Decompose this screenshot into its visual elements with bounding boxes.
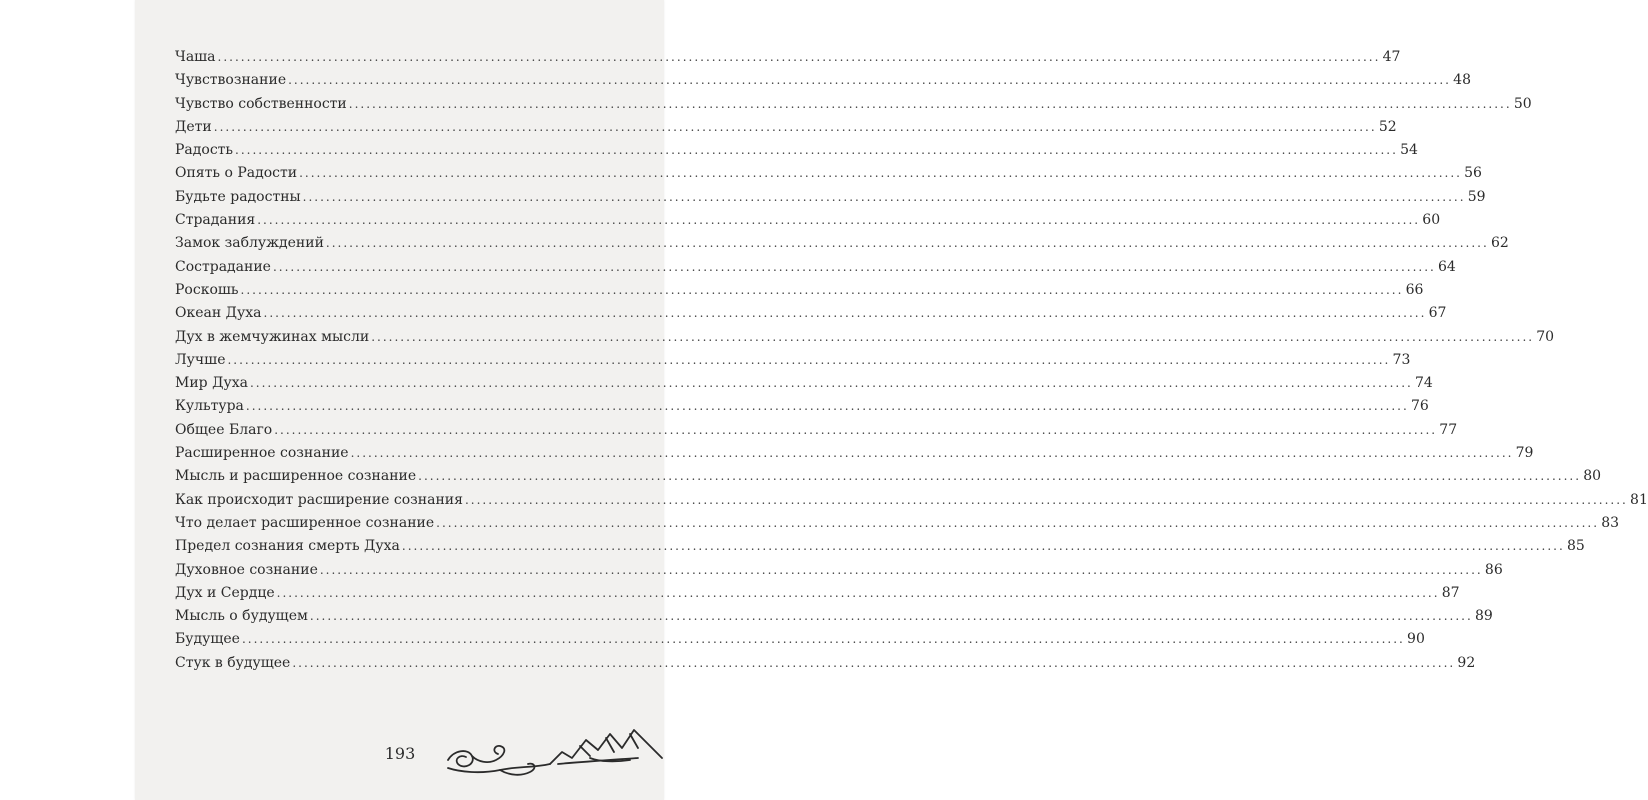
toc-leader-dots: ........................................................................................................................................................................................................ [217, 50, 1381, 64]
toc-leader-dots: ........................................................................................................................................................................................................ [292, 655, 1456, 670]
toc-entry-title: Стук в будущее [175, 654, 291, 671]
toc-leader-dots: ........................................................................................................................................................................................................ [309, 609, 1473, 624]
toc-entry [175, 162, 1482, 185]
toc-leader-dots: ........................................................................................................................................................................................................ [348, 96, 1512, 111]
toc-leader-dots: ........................................................................................................................................................................................................ [213, 119, 1377, 134]
toc-entry-page: 50 [1513, 95, 1532, 112]
toc-entry-title: Радость [175, 142, 234, 159]
toc-entry-page: 48 [1453, 72, 1471, 89]
toc-entry-title: Предел сознания смерть Духа [175, 538, 400, 555]
toc-leader-dots: ........................................................................................................................................................................................................ [257, 213, 1421, 228]
mountain-wave-ornament-icon [440, 712, 665, 784]
toc-leader-dots: ........................................................................................................................................................................................................ [401, 539, 1565, 554]
toc-entry-title: Дух в жемчужинах мысли [175, 328, 370, 345]
toc-entry-page: 77 [1439, 421, 1458, 438]
toc-entry-title: Расширенное сознание [175, 445, 349, 462]
toc-leader-dots: ........................................................................................................................................................................................................ [371, 329, 1535, 344]
toc-entry [175, 582, 1460, 605]
table-of-contents [175, 46, 1648, 675]
toc-entry [175, 69, 1471, 92]
toc-entry [175, 232, 1509, 255]
toc-entry-title: Дух и Сердце [175, 584, 275, 601]
toc-entry-page: 74 [1415, 375, 1433, 392]
toc-entry-page: 56 [1464, 165, 1482, 182]
toc-leader-dots: ........................................................................................................................................................................................................ [245, 399, 1409, 414]
toc-entry [175, 535, 1585, 558]
toc-leader-dots: ........................................................................................................................................................................................................ [227, 352, 1391, 367]
toc-leader-dots: ........................................................................................................................................................................................................ [302, 189, 1466, 204]
toc-entry-title: Замок заблуждений [175, 235, 324, 252]
toc-entry-title: Будущее [175, 631, 240, 648]
toc-leader-dots: ........................................................................................................................................................................................................ [418, 469, 1582, 484]
toc-leader-dots: ........................................................................................................................................................................................................ [235, 143, 1398, 158]
toc-entry-page: 52 [1378, 118, 1397, 135]
toc-entry-page: 79 [1515, 445, 1534, 462]
toc-entry-page: 60 [1422, 212, 1441, 229]
toc-entry-title: Мир Духа [175, 375, 248, 392]
toc-entry [175, 139, 1418, 162]
toc-leader-dots: ........................................................................................................................................................................................................ [464, 492, 1628, 507]
toc-entry-title: Роскошь [175, 281, 239, 298]
toc-entry [175, 395, 1429, 418]
toc-entry-title: Опять о Радости [175, 165, 298, 182]
toc-entry [175, 372, 1433, 395]
toc-entry-page: 62 [1490, 235, 1509, 252]
toc-entry-page: 73 [1392, 351, 1411, 368]
toc-leader-dots: ........................................................................................................................................................................................................ [240, 282, 1404, 297]
toc-entry [175, 628, 1425, 651]
toc-leader-dots: ........................................................................................................................................................................................................ [272, 259, 1436, 274]
toc-leader-dots: ........................................................................................................................................................................................................ [274, 422, 1438, 437]
toc-entry-title: Будьте радостны [175, 188, 301, 205]
toc-leader-dots: ........................................................................................................................................................................................................ [241, 632, 1405, 647]
toc-entry-page: 85 [1566, 538, 1585, 555]
toc-entry-title: Культура [175, 398, 244, 415]
toc-leader-dots: ........................................................................................................................................................................................................ [319, 562, 1483, 577]
toc-leader-dots: ........................................................................................................................................................................................................ [249, 376, 1413, 391]
toc-entry [175, 465, 1602, 488]
toc-entry-title: Страдания [175, 212, 256, 229]
toc-entry-title: Общее Благо [175, 421, 273, 438]
toc-entry [175, 489, 1648, 512]
toc-entry [175, 349, 1411, 372]
toc-entry-page: 67 [1428, 305, 1447, 322]
toc-entry [175, 605, 1493, 628]
toc-entry-page: 59 [1467, 188, 1486, 205]
toc-entry-page: 81 [1630, 491, 1648, 508]
toc-entry-title: Океан Духа [175, 305, 262, 322]
toc-entry-page: 47 [1382, 49, 1401, 65]
toc-entry-title: Чувство собственности [175, 95, 347, 112]
toc-entry [175, 279, 1424, 302]
toc-leader-dots: ........................................................................................................................................................................................................ [276, 585, 1440, 600]
toc-entry [175, 419, 1458, 442]
toc-entry-page: 54 [1400, 142, 1418, 159]
toc-entry [175, 46, 1401, 69]
toc-leader-dots: ........................................................................................................................................................................................................ [325, 236, 1489, 251]
toc-entry-title: Как происходит расширение сознания [175, 491, 463, 508]
toc-entry-page: 64 [1438, 258, 1456, 275]
toc-entry-title: Что делает расширенное сознание [175, 514, 435, 531]
toc-entry-page: 80 [1583, 468, 1602, 485]
toc-entry-page: 86 [1484, 561, 1503, 578]
toc-leader-dots: ........................................................................................................................................................................................................ [436, 515, 1600, 530]
toc-leader-dots: ........................................................................................................................................................................................................ [299, 166, 1462, 181]
toc-entry-page: 76 [1410, 398, 1429, 415]
toc-leader-dots: ........................................................................................................................................................................................................ [263, 306, 1427, 321]
toc-entry [175, 442, 1534, 465]
toc-entry [175, 186, 1486, 209]
toc-entry-page: 66 [1405, 281, 1424, 298]
toc-entry-title: Чаша [175, 49, 216, 65]
toc-entry-page: 83 [1601, 514, 1620, 531]
toc-entry-title: Чувствознание [175, 72, 287, 89]
toc-entry [175, 302, 1447, 325]
toc-entry [175, 116, 1397, 139]
toc-entry-page: 89 [1474, 608, 1493, 625]
toc-entry-page: 90 [1407, 631, 1425, 648]
toc-entry [175, 512, 1620, 535]
toc-leader-dots: ........................................................................................................................................................................................................ [350, 446, 1514, 461]
toc-entry-title: Мысль и расширенное сознание [175, 468, 417, 485]
toc-entry-title: Мысль о будущем [175, 608, 308, 625]
toc-entry [175, 93, 1532, 116]
toc-entry-page: 92 [1457, 654, 1476, 671]
toc-entry-title: Лучше [175, 351, 226, 368]
toc-entry [175, 326, 1555, 349]
toc-entry [175, 559, 1503, 582]
toc-entry-title: Дети [175, 118, 212, 135]
toc-leader-dots: ........................................................................................................................................................................................................ [288, 73, 1451, 88]
toc-entry [175, 209, 1441, 232]
toc-entry-page: 70 [1536, 328, 1555, 345]
toc-entry [175, 652, 1476, 675]
page-number: 193 [384, 744, 416, 763]
toc-entry-title: Духовное сознание [175, 561, 318, 578]
toc-entry-title: Сострадание [175, 258, 271, 275]
toc-entry [175, 256, 1456, 279]
toc-entry-page: 87 [1441, 584, 1460, 601]
